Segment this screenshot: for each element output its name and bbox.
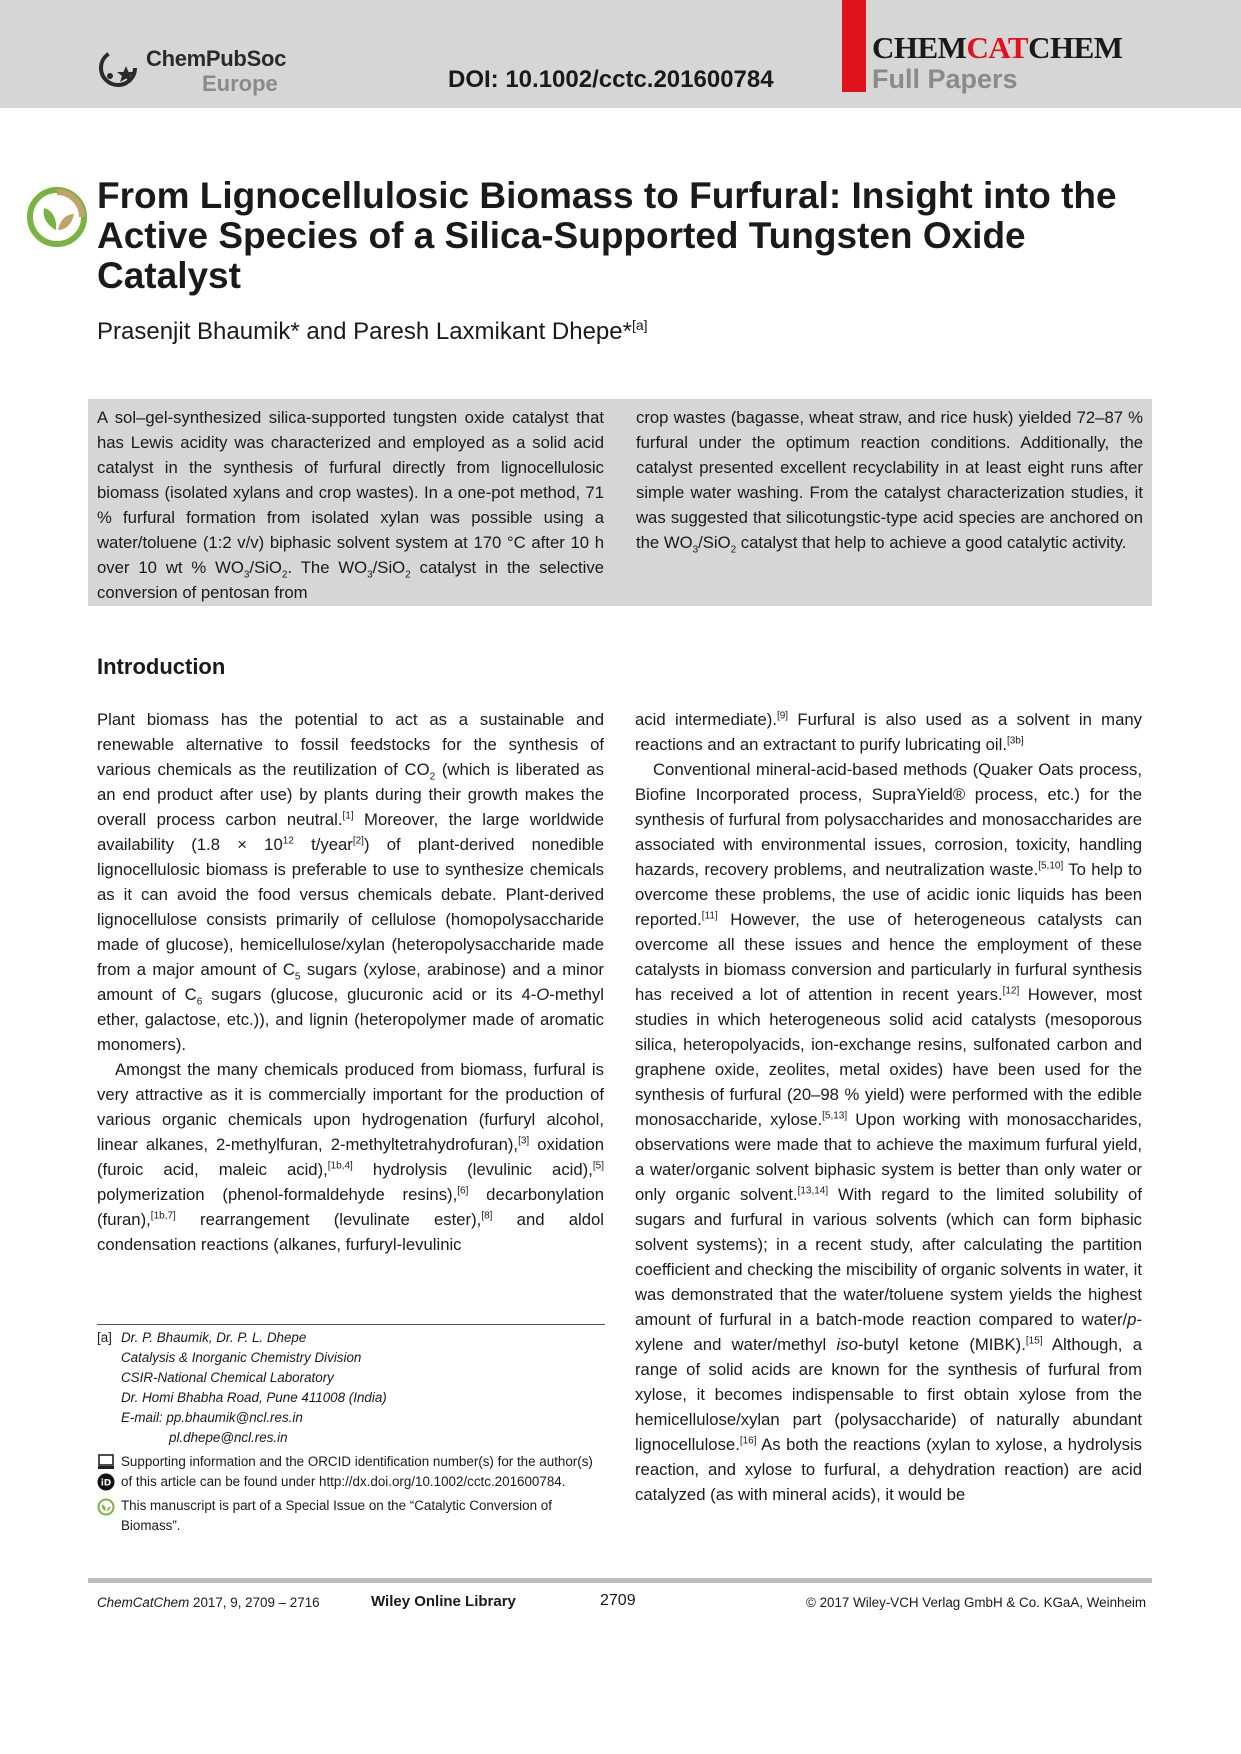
logo-line1: ChemPubSoc [146,46,287,71]
footnote-rule [97,1324,605,1325]
footer-citation [97,1595,320,1610]
orcid-icon [97,1473,115,1491]
body-paragraph: Plant biomass has the potential to act as a sustainable and renewable alternative to fossil feedstocks for the synthesis of various chemicals as the reutilization of $CO_2$ (which is liberated as an end product after use) by plants during their growth makes the overall process carbon neutral.[1] Moreover, the large worldwide availability ($1.8 \times 10^{12}$ t/year[2]) of plant-derived nonedible lignocellulosic biomass is preferable to use to synthesize chemicals as it can avoid the food versus chemicals debate. Plant-derived lignocellulose consists primarily of cellulose (homopolysaccharide made of glucose), hemicellulose/xylan (heteropolysaccharide made from a major amount of $C_5$ sugars (xylose, arabinose) and a minor amount of $C_6$ sugars (glucose, glucuronic acid or its 4-O-methyl ether, galactose, etc.)), and lignin (heteropolymer made of aromatic monomers). [97,710,604,1054]
body-paragraph: acid intermediate).[9] Furfural is also used as a solvent in many reactions and an extractant to purify lubricating oil.[3b] [635,710,1142,754]
affiliation-email-2[interactable]: pl.dhepe@ncl.res.in [169,1430,288,1445]
journal-name-part1: CHEM [872,30,967,65]
abstract [88,399,1152,606]
footer-volume-pages: 2017, 9, 2709 – 2716 [193,1595,320,1610]
page-number: 2709 [600,1592,636,1609]
body-paragraph: Conventional mineral-acid-based methods (Quaker Oats process, Biofine Incorporated process, SupraYield® process, etc.) for the synthesis of furfural from polysaccharides and monosaccharides are associated with environmental issues, corrosion, toxicity, handling hazards, recovery problems, and neutralization waste.[5,10] To help to overcome these problems, the use of acidic ionic liquids has been reported.[11] However, the use of heterogeneous catalysts can overcome all these issues and hence the employment of these catalysts in biomass conversion and particularly in furfural synthesis has received a lot of attention in recent years.[12] However, most studies in which heterogeneous solid acid catalysts (mesoporous silica, heteropolyacids, ion-exchange resins, sulfonated carbon and graphene oxide, zeolites, metal oxides) have been used for the synthesis of furfural (20–98 % yield) were performed with the edible monosaccharide, xylose.[5,13] Upon working with monosaccharides, observations were made that to achieve the maximum furfural yield, a water/organic solvent biphasic system is better than only water or only organic solvent.[13,14] With regard to the limited solubility of sugars and furfural in various solvents (which can form biphasic solvent systems); in a recent study, after calculating the partition coefficient and checking the miscibility of organic solvents in water, it was demonstrated that the water/toluene system yields the highest amount of furfural in a batch-mode reaction compared to water/p-xylene and water/methyl iso-butyl ketone (MIBK).[15] Although, a range of solid acids are known for the synthesis of furfural from xylose, it becomes indispensable to first obtain xylose from the hemicellulose/xylan part (polysaccharide) of naturally abundant lignocellulose.[16] As both the reactions (xylan to xylose, a hydrolysis reaction, and xylose to furfural, a dehydration reaction) are acid catalyzed (as with mineral acids), it would be [635,760,1142,1504]
logo-line2: Europe [202,71,278,96]
body-column-right [635,707,1142,1507]
special-issue-note [97,1496,607,1536]
supporting-info-text: Supporting information and the ORCID identification number(s) for the author(s) of this article can be found under http://dx.doi.org/10.1002/cctc.201600784. [121,1454,593,1489]
special-issue-icon [97,1498,115,1516]
journal-name-part3: CHEM [1028,30,1123,65]
abstract-column-left: A sol–gel-synthesized silica-supported tungsten oxide catalyst that has Lewis acidity was characterized and employed as a solid acid catalyst in the synthesis of furfural directly from lignocellulosic biomass (isolated xylans and crop wastes). In a one-pot method, 71 % furfural formation from isolated xylan was possible using a water/toluene (1:2 v/v) biphasic solvent system at 170 °C after 10 h over 10 wt % $WO_3/SiO_2$. The $WO_3/SiO_2$ catalyst in the selective conversion of pentosan from [97,408,604,602]
computer-icon [97,1453,115,1471]
section-heading-introduction: Introduction [97,654,226,679]
chempubsoc-star-icon [96,46,140,90]
body-column-left [97,707,604,1257]
footer-journal-name: ChemCatChem [97,1595,190,1610]
sustainable-chemistry-icon [26,186,88,248]
affiliation [97,1328,607,1448]
section-label: Full Papers [872,64,1018,94]
author-names: Prasenjit Bhaumik* and Paresh Laxmikant Dhepe* [97,318,632,345]
journal-name [872,30,1123,66]
copyright: © 2017 Wiley-VCH Verlag GmbH & Co. KGaA, Weinheim [806,1595,1147,1610]
abstract-column-right: crop wastes (bagasse, wheat straw, and rice husk) yielded 72–87 % furfural under the optimum reaction conditions. Additionally, the catalyst presented excellent recyclability in at least eight runs after simple water washing. From the catalyst characterization studies, it was suggested that silicotungstic-type acid species are anchored on the $WO_3/SiO_2$ catalyst that help to achieve a good catalytic activity. [636,408,1143,556]
author-list [97,318,648,346]
supporting-info-note [97,1452,607,1492]
affiliation-line: Catalysis & Inorganic Chemistry Division [121,1350,362,1365]
footnotes [97,1328,607,1536]
page-header [0,0,1241,108]
affiliation-line: CSIR-National Chemical Laboratory [121,1370,334,1385]
journal-accent-bar [842,0,866,92]
affiliation-line: Dr. Homi Bhabha Road, Pune 411008 (India) [121,1390,387,1405]
doi[interactable]: DOI: 10.1002/cctc.201600784 [448,66,774,93]
journal-name-part2: CAT [966,30,1029,65]
affiliation-tag: [a] [97,1330,112,1345]
chempubsoc-logo [96,44,306,100]
footer-rule [88,1578,1152,1583]
svg-text:iD: iD [100,1478,112,1489]
article-title: From Lignocellulosic Biomass to Furfural: Insight into the Active Species of a Silica-Supported Tungsten Oxide Catalyst [97,175,1117,296]
footer-wiley-online-library[interactable]: Wiley Online Library [371,1593,516,1610]
affiliation-line: Dr. P. Bhaumik, Dr. P. L. Dhepe [121,1330,307,1345]
author-affiliation-mark[interactable]: [a] [631,317,648,333]
special-issue-text: This manuscript is part of a Special Issue on the “Catalytic Conversion of Biomass”. [121,1498,552,1533]
affiliation-email[interactable]: E-mail: pp.bhaumik@ncl.res.in [121,1410,303,1425]
body-paragraph: Amongst the many chemicals produced from biomass, furfural is very attractive as it is commercially important for the production of various organic chemicals upon hydrogenation (furfuryl alcohol, linear alkanes, 2-methylfuran, 2-methyltetrahydrofuran),[3] oxidation (furoic acid, maleic acid),[1b,4] hydrolysis (levulinic acid),[5] polymerization (phenol-formaldehyde resins),[6] decarbonylation (furan),[1b,7] rearrangement (levulinate ester),[8] and aldol condensation reactions (alkanes, furfuryl-levulinic [97,1060,605,1254]
